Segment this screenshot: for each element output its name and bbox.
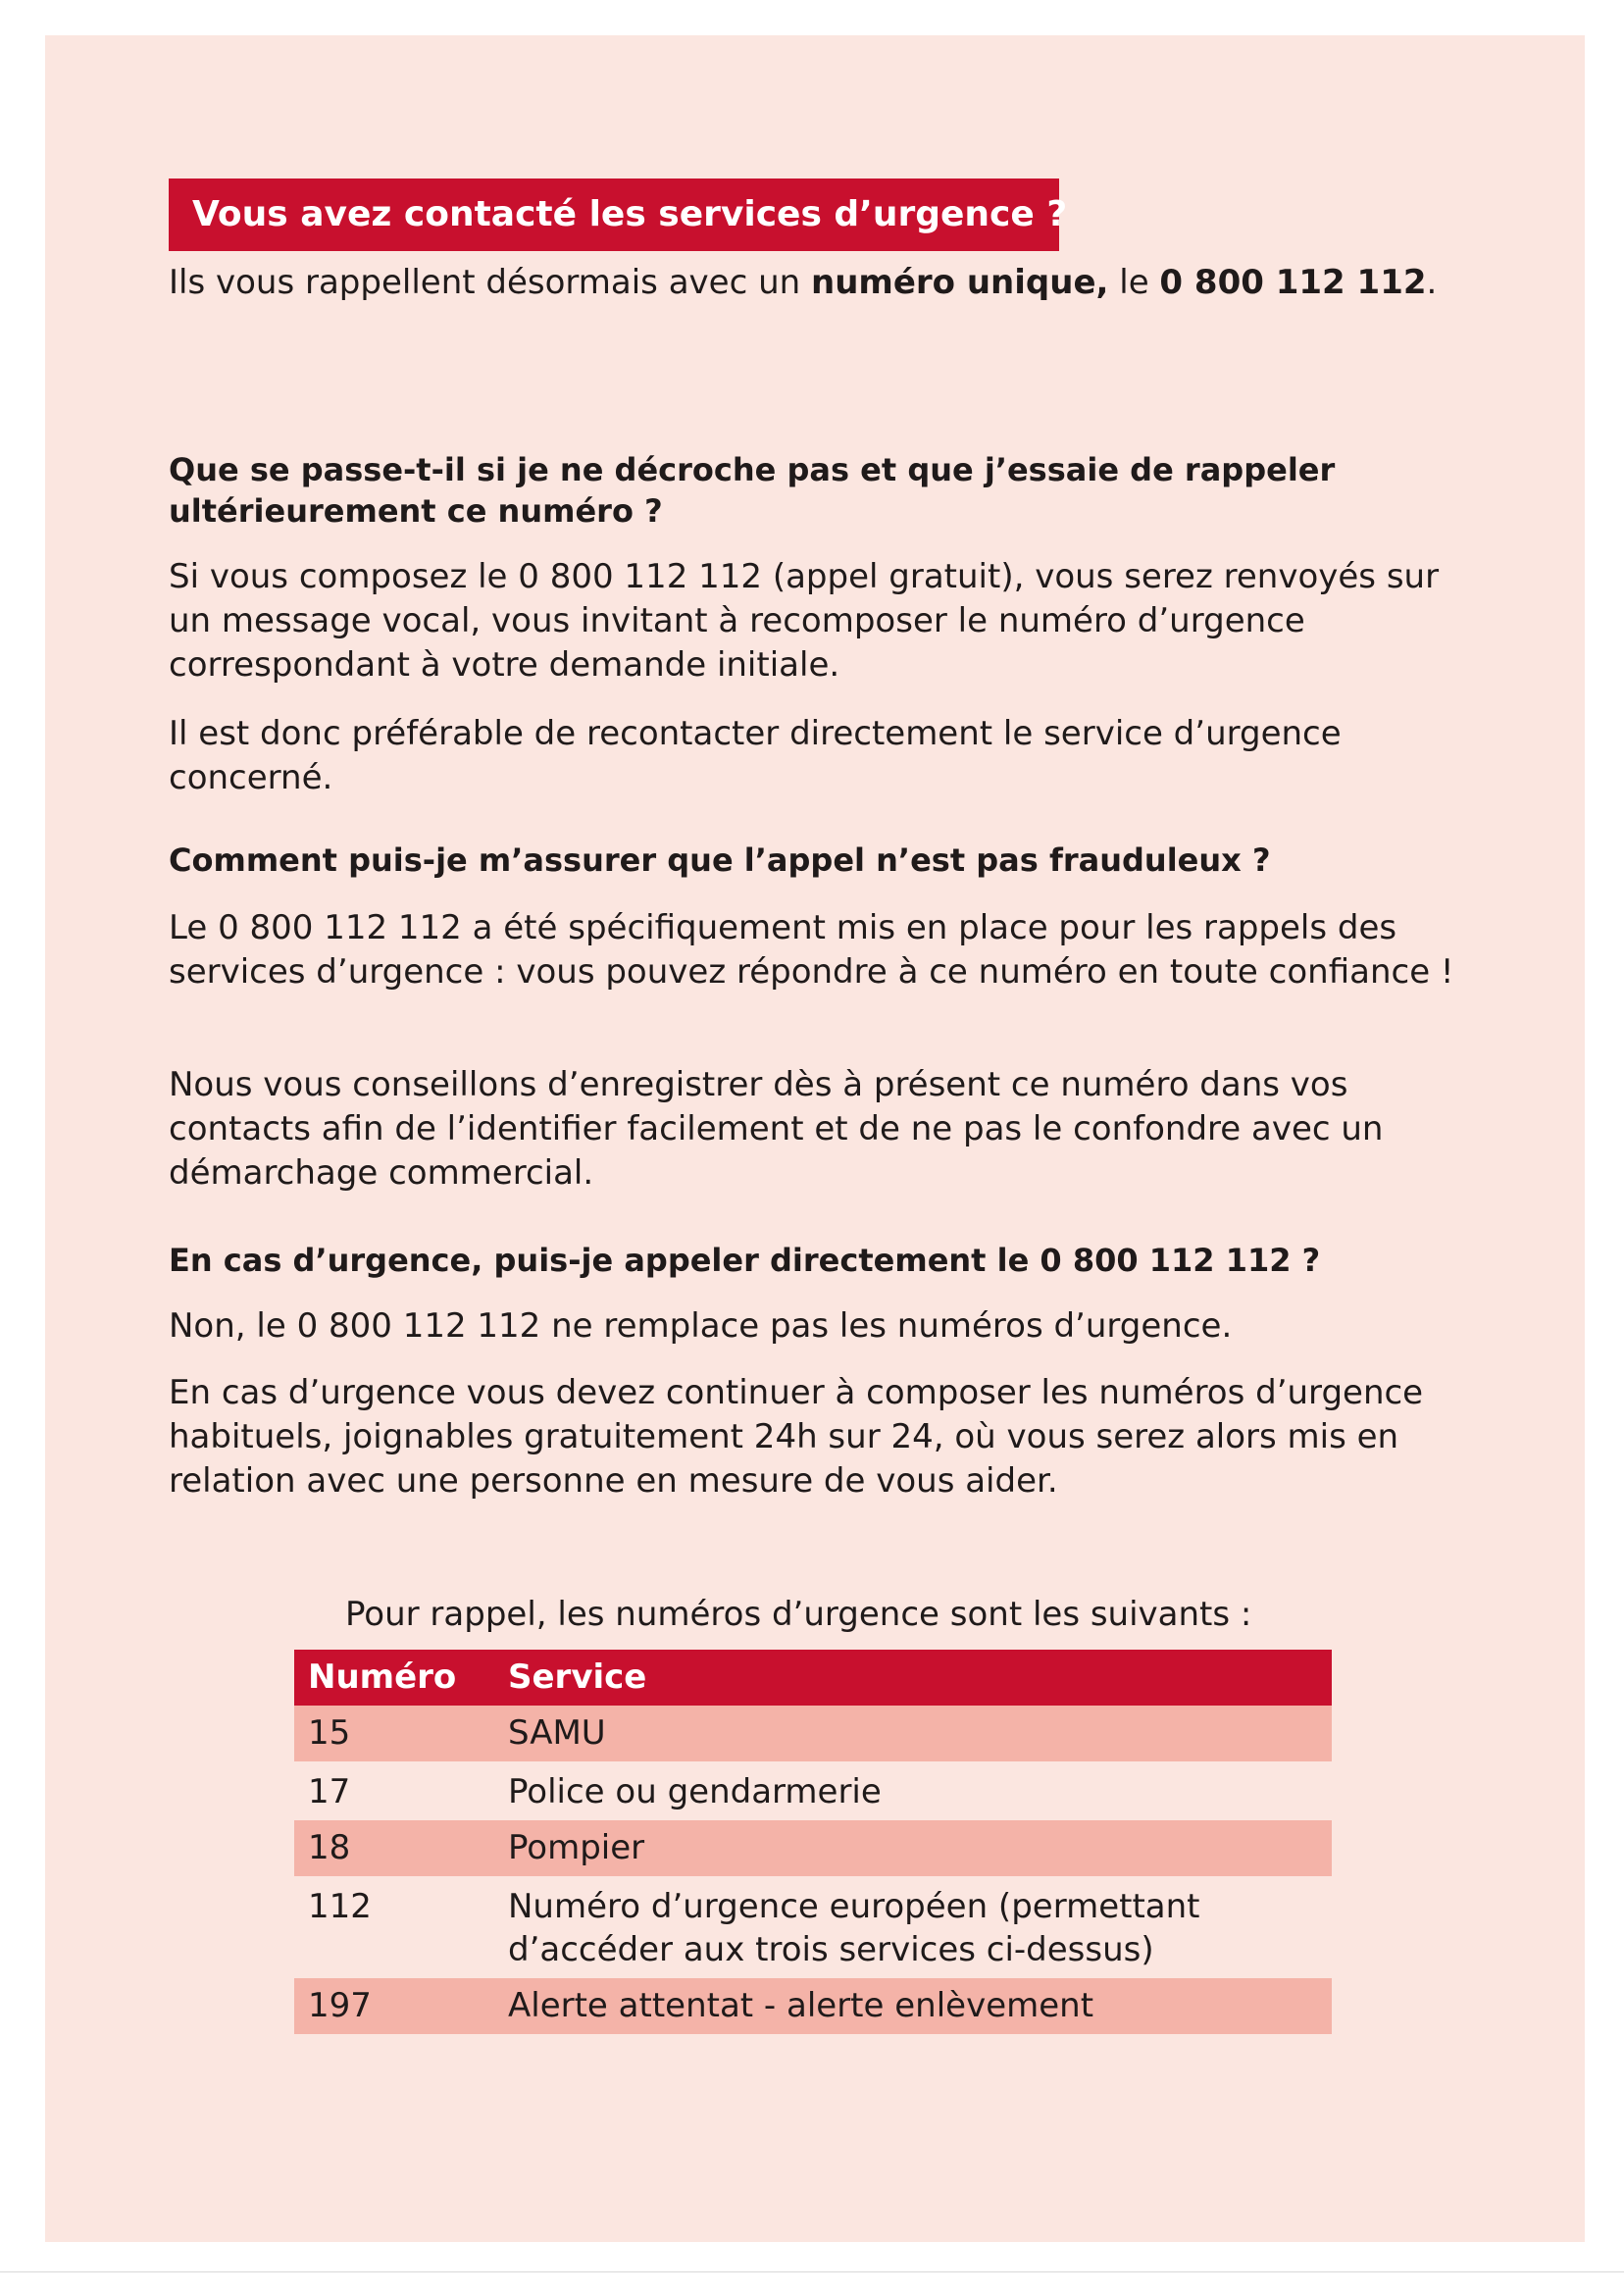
row-service: Pompier [508, 1828, 645, 1867]
question-2: Comment puis-je m’assurer que l’appel n’est pas frauduleux ? [169, 841, 1271, 879]
answer-2-1: Le 0 800 112 112 a été spécifiquement mis en place pour les rappels des services d’urgence : vous pouvez répondre à ce numéro en toute confiance ! [169, 908, 1454, 992]
table-header-row [294, 1650, 1332, 1706]
answer-1-2: Il est donc préférable de recontacter directement le service d’urgence concerné. [169, 714, 1342, 797]
header-service: Service [508, 1657, 647, 1697]
table-row [294, 1820, 1332, 1879]
table-row [294, 1879, 1332, 1978]
row-service: SAMU [508, 1713, 606, 1753]
row-service: Alerte attentat - alerte enlèvement [508, 1986, 1094, 2025]
intro-text-2: le [1108, 263, 1160, 302]
row-number: 15 [308, 1713, 351, 1753]
row-number: 18 [308, 1828, 351, 1867]
table-row [294, 1978, 1332, 2037]
intro-text-1: Ils vous rappellent désormais avec un [169, 263, 811, 302]
row-service: Numéro d’urgence européen (permettant d’accéder aux trois services ci-dessus) [508, 1887, 1200, 1969]
answer-3-1: Non, le 0 800 112 112 ne remplace pas les numéros d’urgence. [169, 1306, 1233, 1346]
question-1: Que se passe-t-il si je ne décroche pas et que j’essaie de rappeler ultérieurement ce numéro ? [169, 451, 1336, 530]
intro-text-3: . [1426, 263, 1438, 302]
answer-2-2: Nous vous conseillons d’enregistrer dès à présent ce numéro dans vos contacts afin de l’identifier facilement et de ne pas le confondre avec un démarchage commercial. [169, 1065, 1384, 1193]
header-number: Numéro [308, 1657, 457, 1697]
row-number: 17 [308, 1772, 351, 1811]
page-edge-line [0, 2271, 1624, 2272]
intro-paragraph [169, 261, 1463, 305]
row-number: 112 [308, 1887, 372, 1926]
intro-bold-unique: numéro unique, [810, 263, 1109, 302]
table-caption: Pour rappel, les numéros d’urgence sont les suivants : [345, 1595, 1252, 1634]
answer-1-1: Si vous composez le 0 800 112 112 (appel gratuit), vous serez renvoyés sur un message vocal, vous invitant à recomposer le numéro d’urgence correspondant à votre demande initiale. [169, 557, 1440, 685]
answer-3-2: En cas d’urgence vous devez continuer à composer les numéros d’urgence habituels, joignables gratuitement 24h sur 24, où vous serez alors mis en relation avec une personne en mesure de vous aider. [169, 1373, 1424, 1501]
question-3: En cas d’urgence, puis-je appeler directement le 0 800 112 112 ? [169, 1242, 1321, 1279]
table-row [294, 1706, 1332, 1764]
table-row [294, 1764, 1332, 1820]
row-number: 197 [308, 1986, 372, 2025]
emergency-numbers-table [294, 1650, 1332, 2037]
title-banner: Vous avez contacté les services d’urgence ? [169, 178, 1059, 251]
intro-bold-number: 0 800 112 112 [1159, 263, 1427, 302]
row-service: Police ou gendarmerie [508, 1772, 882, 1811]
